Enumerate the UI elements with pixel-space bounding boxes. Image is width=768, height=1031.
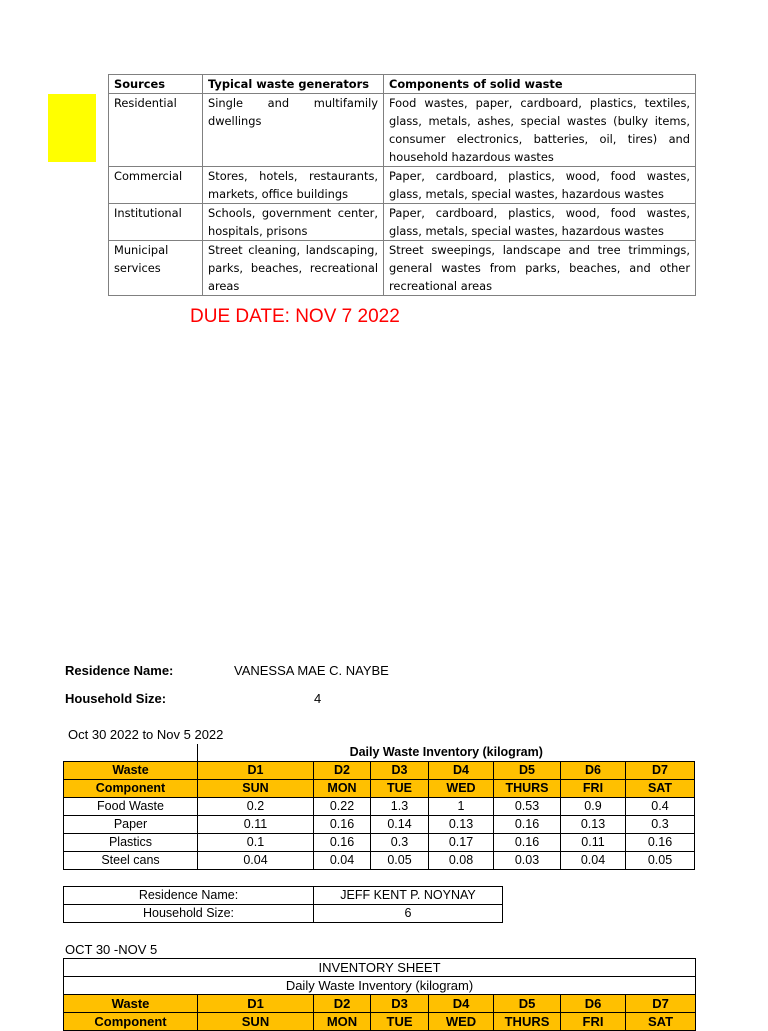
table-cell: 0.53 xyxy=(494,798,561,816)
source-cell: Residential xyxy=(109,94,203,167)
table-cell: 0.16 xyxy=(626,834,695,852)
generators-cell: Stores, hotels, restaurants, markets, office buildings xyxy=(203,167,384,204)
residence-name-value: JEFF KENT P. NOYNAY xyxy=(314,887,503,905)
header-cell: SUN xyxy=(198,780,314,798)
header-cell: D6 xyxy=(561,762,626,780)
inventory-sheet-title: INVENTORY SHEET xyxy=(64,959,696,977)
sources-row-municipal xyxy=(109,241,696,296)
header-cell: THURS xyxy=(494,780,561,798)
sources-row-commercial xyxy=(109,167,696,204)
table-cell: 0.05 xyxy=(371,852,429,870)
table-cell: 0.16 xyxy=(494,834,561,852)
residence-name-label: Residence Name: xyxy=(65,663,174,678)
inventory-title: Daily Waste Inventory (kilogram) xyxy=(198,744,695,762)
header-cell: D1 xyxy=(198,995,314,1013)
header-cell: SAT xyxy=(626,1013,696,1031)
residence-name-label: Residence Name: xyxy=(64,887,314,905)
table-cell: 0.16 xyxy=(314,816,371,834)
residence-name-value: VANESSA MAE C. NAYBE xyxy=(234,663,389,678)
table-cell: 0.04 xyxy=(198,852,314,870)
household-size-value: 6 xyxy=(314,905,503,923)
period-text: Oct 30 2022 to Nov 5 2022 xyxy=(68,727,224,742)
inventory-header-row xyxy=(64,995,696,1013)
header-cell: TUE xyxy=(371,1013,429,1031)
header-cell: D4 xyxy=(429,762,494,780)
header-cell: D4 xyxy=(429,995,494,1013)
table-cell: 1.3 xyxy=(371,798,429,816)
header-sources: Sources xyxy=(109,75,203,94)
waste-inventory-table xyxy=(63,744,695,870)
source-cell: Municipal services xyxy=(109,241,203,296)
household-size-value: 4 xyxy=(314,691,322,706)
table-cell: 0.11 xyxy=(561,834,626,852)
components-cell: Food wastes, paper, cardboard, plastics, textiles, glass, metals, ashes, special wastes (bulky items, consumer electronics, batteries, oil, tires) and household hazardous wastes xyxy=(384,94,696,167)
table-cell: 1 xyxy=(429,798,494,816)
header-cell: Component xyxy=(64,780,198,798)
table-cell: 0.16 xyxy=(314,834,371,852)
household2-info-table xyxy=(63,886,503,923)
components-cell: Street sweepings, landscape and tree trimmings, general wastes from parks, beaches, and other recreational areas xyxy=(384,241,696,296)
table-cell: 0.3 xyxy=(626,816,695,834)
components-cell: Paper, cardboard, plastics, wood, food wastes, glass, metals, special wastes, hazardous wastes xyxy=(384,204,696,241)
waste-sources-table xyxy=(108,74,696,296)
header-cell: D2 xyxy=(314,995,371,1013)
table-cell: Steel cans xyxy=(64,852,198,870)
table-cell: 0.13 xyxy=(561,816,626,834)
table-cell: 0.3 xyxy=(371,834,429,852)
header-cell: MON xyxy=(314,780,371,798)
household-size-label: Household Size: xyxy=(64,905,314,923)
table-cell: 0.11 xyxy=(198,816,314,834)
table-cell: 0.4 xyxy=(626,798,695,816)
header-cell: THURS xyxy=(494,1013,561,1031)
inventory-title: Daily Waste Inventory (kilogram) xyxy=(64,977,696,995)
header-cell: SAT xyxy=(626,780,695,798)
table-cell: 0.16 xyxy=(494,816,561,834)
table-cell: 0.17 xyxy=(429,834,494,852)
header-cell: WED xyxy=(429,1013,494,1031)
table-cell: 0.04 xyxy=(314,852,371,870)
header-cell: Waste xyxy=(64,995,198,1013)
header-cell: TUE xyxy=(371,780,429,798)
header-cell: D3 xyxy=(371,995,429,1013)
table-cell: 0.05 xyxy=(626,852,695,870)
table-cell: 0.22 xyxy=(314,798,371,816)
table-cell: 0.13 xyxy=(429,816,494,834)
header-cell: D7 xyxy=(626,995,696,1013)
header-cell: D1 xyxy=(198,762,314,780)
sources-row-residential xyxy=(109,94,696,167)
header-generators: Typical waste generators xyxy=(203,75,384,94)
table-cell: 0.2 xyxy=(198,798,314,816)
generators-cell: Street cleaning, landscaping, parks, beaches, recreational areas xyxy=(203,241,384,296)
header-cell: D3 xyxy=(371,762,429,780)
table-cell: 0.1 xyxy=(198,834,314,852)
table-cell: Food Waste xyxy=(64,798,198,816)
header-components: Components of solid waste xyxy=(384,75,696,94)
header-cell: D5 xyxy=(494,995,561,1013)
components-cell: Paper, cardboard, plastics, wood, food wastes, glass, metals, special wastes, hazardous wastes xyxy=(384,167,696,204)
header-cell: D7 xyxy=(626,762,695,780)
header-cell: FRI xyxy=(561,1013,626,1031)
yellow-highlight-block xyxy=(48,94,96,162)
source-cell: Commercial xyxy=(109,167,203,204)
table-row xyxy=(64,816,695,834)
generators-cell: Schools, government center, hospitals, prisons xyxy=(203,204,384,241)
inventory-header-row xyxy=(64,762,695,780)
header-cell: D2 xyxy=(314,762,371,780)
inventory-header-row xyxy=(64,780,695,798)
table-cell: 0.14 xyxy=(371,816,429,834)
header-cell: D5 xyxy=(494,762,561,780)
table-cell: 0.03 xyxy=(494,852,561,870)
table-cell: 0.04 xyxy=(561,852,626,870)
table-row xyxy=(64,798,695,816)
header-cell: FRI xyxy=(561,780,626,798)
due-date-text: DUE DATE: NOV 7 2022 xyxy=(190,306,400,327)
sources-table-header xyxy=(109,75,696,94)
generators-cell: Single and multifamily dwellings xyxy=(203,94,384,167)
header-cell: Waste xyxy=(64,762,198,780)
sources-row-institutional xyxy=(109,204,696,241)
header-cell: D6 xyxy=(561,995,626,1013)
table-cell: Paper xyxy=(64,816,198,834)
table-row xyxy=(64,834,695,852)
inventory-header-row xyxy=(64,1013,696,1031)
table-cell: Plastics xyxy=(64,834,198,852)
header-cell: MON xyxy=(314,1013,371,1031)
table-cell: 0.9 xyxy=(561,798,626,816)
table-row xyxy=(64,852,695,870)
household-size-label: Household Size: xyxy=(65,691,167,706)
period-text: OCT 30 -NOV 5 xyxy=(65,942,158,957)
source-cell: Institutional xyxy=(109,204,203,241)
header-cell: WED xyxy=(429,780,494,798)
inventory-sheet-table xyxy=(63,958,696,1031)
table-cell: 0.08 xyxy=(429,852,494,870)
header-cell: SUN xyxy=(198,1013,314,1031)
header-cell: Component xyxy=(64,1013,198,1031)
